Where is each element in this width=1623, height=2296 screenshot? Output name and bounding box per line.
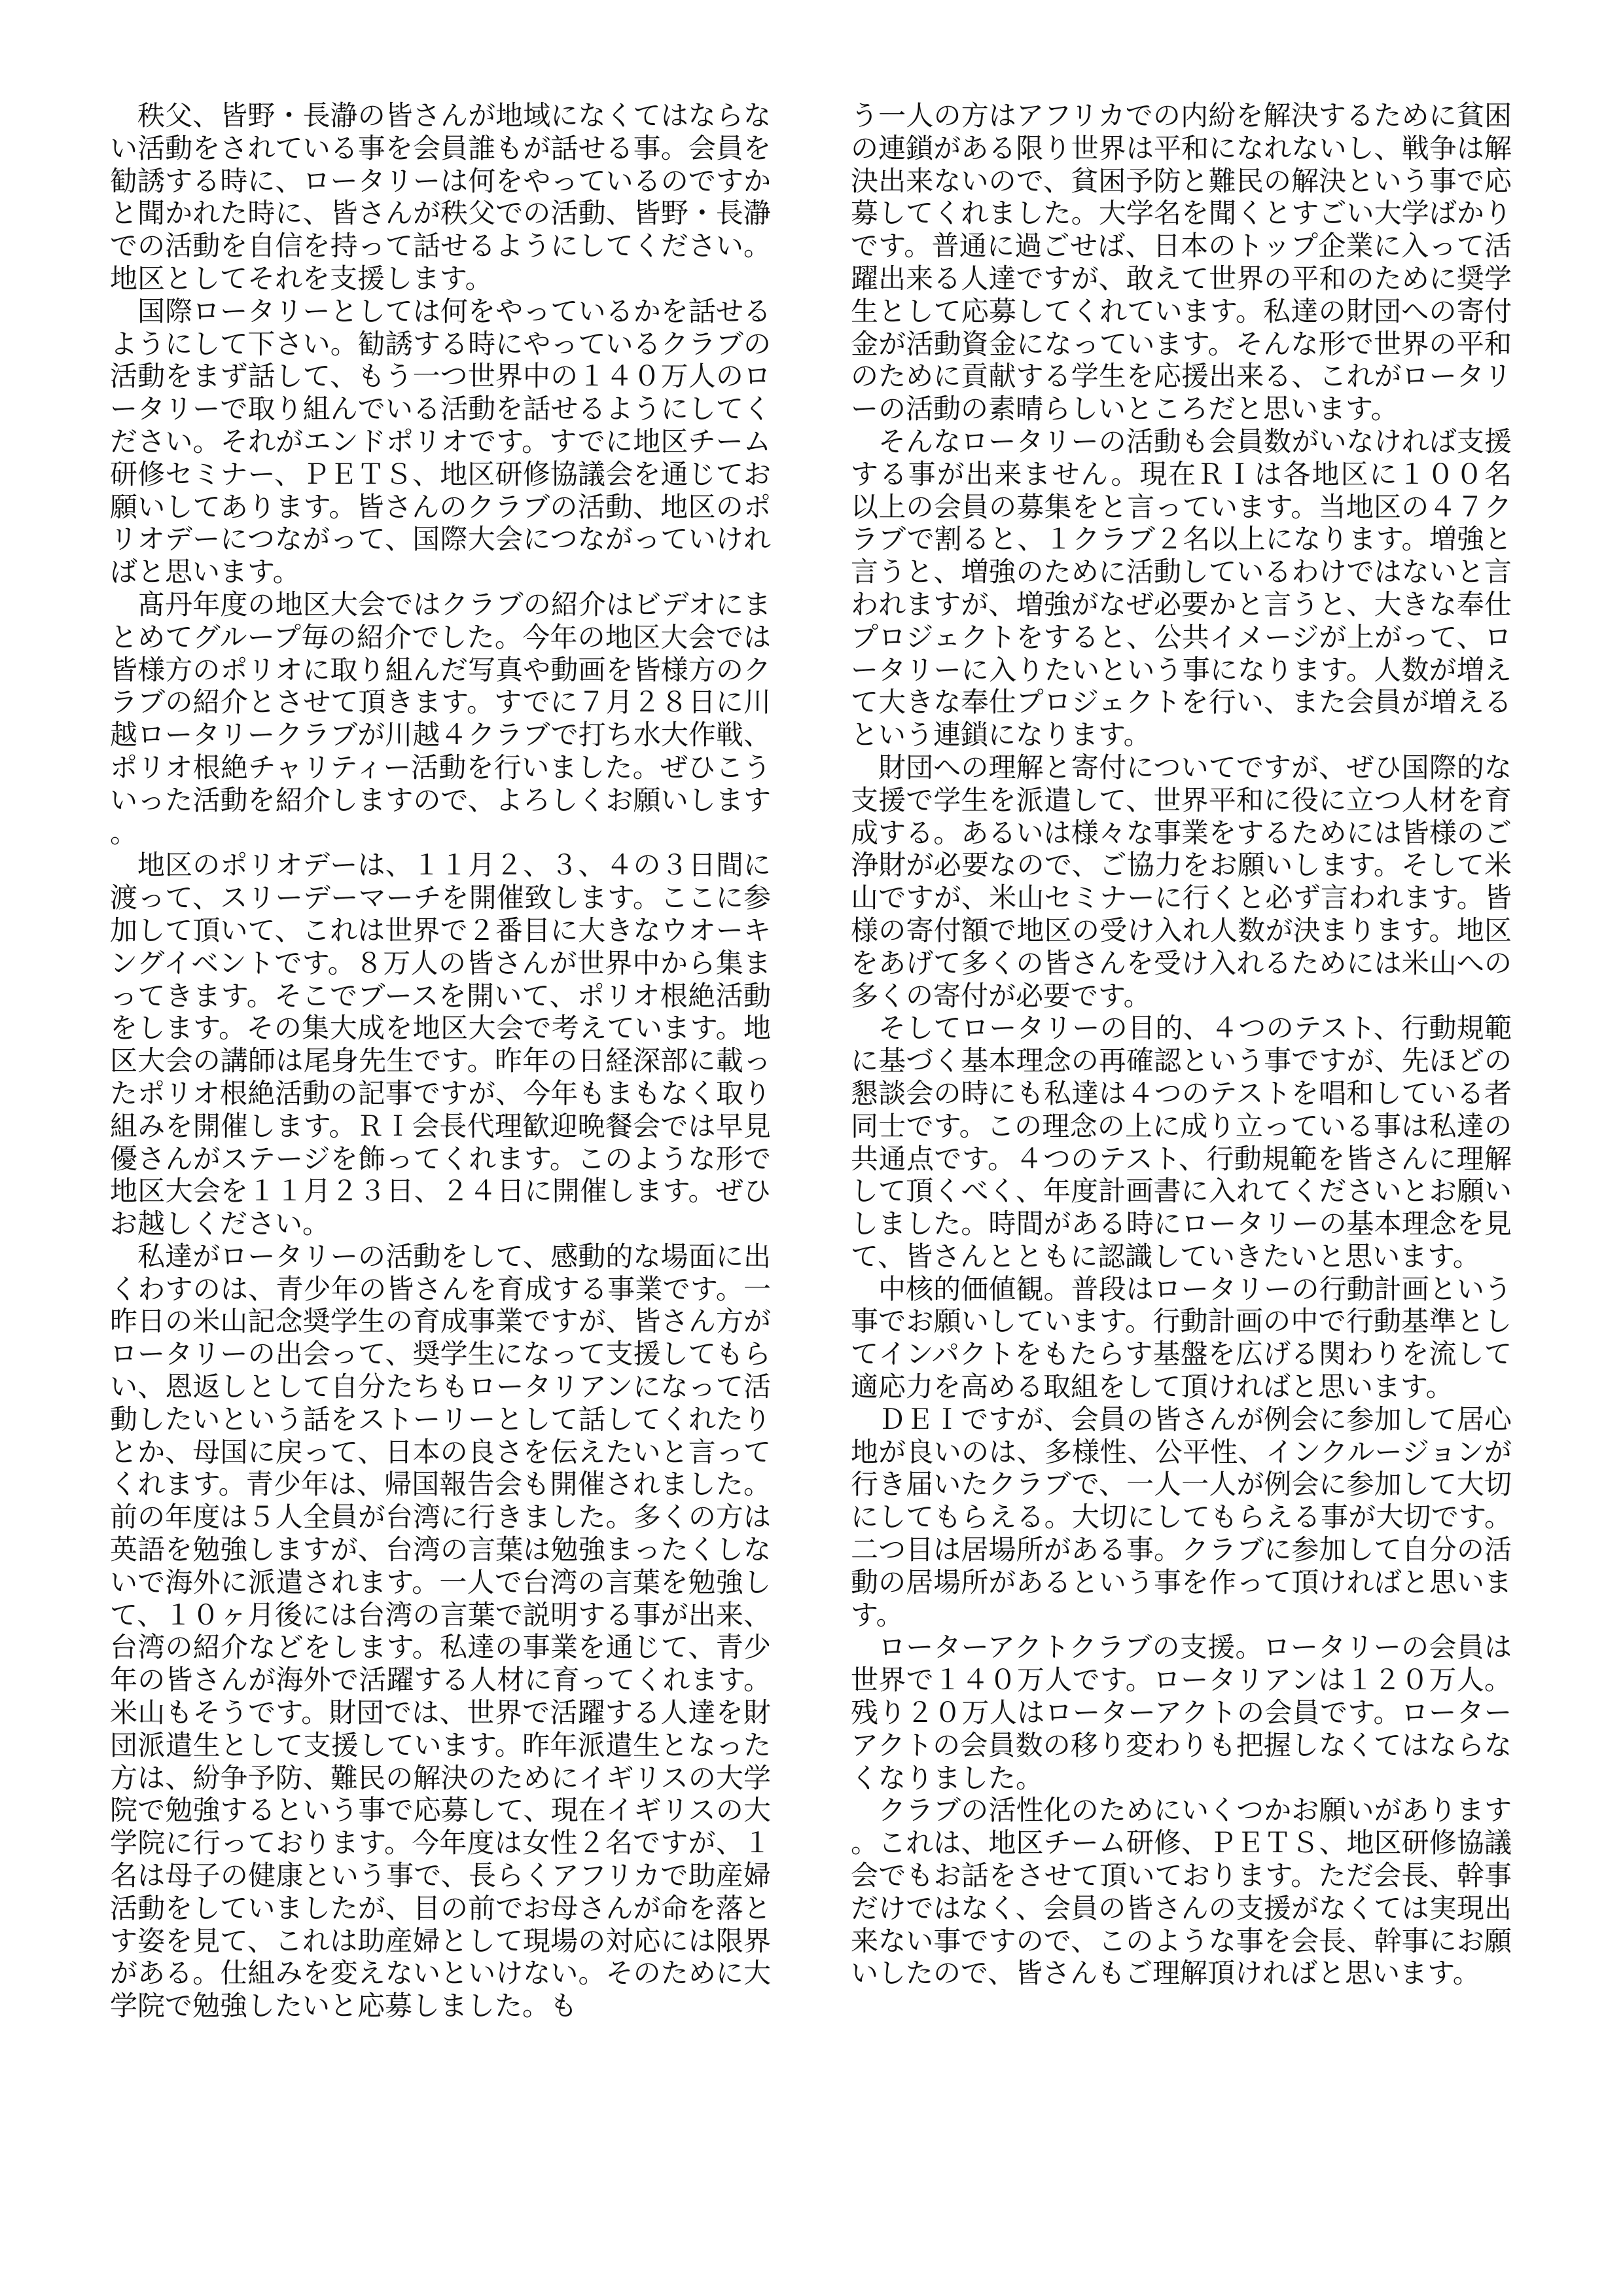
left-column bbox=[110, 99, 771, 2259]
paragraph-core-values: 中核的価値観。普段はロータリーの行動計画という事でお願いしています。行動計画の中で行動基準としてインパクトをもたらす基盤を広げる関わりを流して適応力を高める取組をして頂ければと思います。 bbox=[851, 1272, 1512, 1403]
paragraph-foundation-donations: 財団への理解と寄付についてですが、ぜひ国際的な支援で学生を派遣して、世界平和に役に立つ人材を育成する。あるいは様々な事業をするためには皆様のご浄財が必要なので、ご協力をお願いします。そして米山ですが、米山セミナーに行くと必ず言われます。皆様の寄付額で地区の受け入れ人数が決まります。地区をあげて多くの皆さんを受け入れるためには米山への多くの寄付が必要です。 bbox=[851, 751, 1512, 1012]
paragraph-four-way-test: そしてロータリーの目的、４つのテスト、行動規範に基づく基本理念の再確認という事ですが、先ほどの懇談会の時にも私達は４つのテストを唱和している者同士です。この理念の上に成り立っている事は私達の共通点です。４つのテスト、行動規範を皆さんに理解して頂くべく、年度計画書に入れてくださいとお願いしました。時間がある時にロータリーの基本理念を見て、皆さんとともに認識していきたいと思います。 bbox=[851, 1012, 1512, 1272]
paragraph-scholar-continuation: う一人の方はアフリカでの内紛を解決するために貧困の連鎖がある限り世界は平和になれないし、戦争は解決出来ないので、貧困予防と難民の解決という事で応募してくれました。大学名を聞くとすごい大学ばかりです。普通に過ごせば、日本のトップ企業に入って活躍出来る人達ですが、敢えて世界の平和のために奨学生として応募してくれています。私達の財団への寄付金が活動資金になっています。そんな形で世界の平和のために貢献する学生を応援出来る、これがロータリーの活動の素晴らしいところだと思います。 bbox=[851, 99, 1512, 425]
paragraph-dei: ＤＥＩですが、会員の皆さんが例会に参加して居心地が良いのは、多様性、公平性、インクルージョンが行き届いたクラブで、一人一人が例会に参加して大切にしてもらえる。大切にしてもらえる事が大切です。二つ目は居場所がある事。クラブに参加して自分の活動の居場所があるという事を作って頂ければと思います。 bbox=[851, 1403, 1512, 1631]
right-column bbox=[851, 99, 1512, 2259]
paragraph-district-conference-video: 髙丹年度の地区大会ではクラブの紹介はビデオにまとめてグループ毎の紹介でした。今年の地区大会では皆様方のポリオに取り組んだ写真や動画を皆様方のクラブの紹介とさせて頂きます。すでに７月２８日に川越ロータリークラブが川越４クラブで打ち水大作戦、ポリオ根絶チャリティー活動を行いました。ぜひこういった活動を紹介しますので、よろしくお願いします。 bbox=[110, 588, 771, 849]
paragraph-rotaract-support: ローターアクトクラブの支援。ロータリーの会員は世界で１４０万人です。ロータリアンは１２０万人。残り２０万人はローターアクトの会員です。ローターアクトの会員数の移り変わりも把握しなくてはならなくなりました。 bbox=[851, 1631, 1512, 1794]
paragraph-chichibu-activities: 秩父、皆野・長瀞の皆さんが地域になくてはならない活動をされている事を会員誰もが話せる事。会員を勧誘する時に、ロータリーは何をやっているのですかと聞かれた時に、皆さんが秩父での活動、皆野・長瀞での活動を自信を持って話せるようにしてください。地区としてそれを支援します。 bbox=[110, 99, 771, 295]
paragraph-polio-day: 地区のポリオデーは、１１月２、３、４の３日間に渡って、スリーデーマーチを開催致します。ここに参加して頂いて、これは世界で２番目に大きなウオーキングイベントです。８万人の皆さんが世界中から集まってきます。そこでブースを開いて、ポリオ根絶活動をします。その集大成を地区大会で考えています。地区大会の講師は尾身先生です。昨年の日経深部に載ったポリオ根絶活動の記事ですが、今年もまもなく取り組みを開催します。ＲＩ会長代理歓迎晩餐会では早見優さんがステージを飾ってくれます。このような形で地区大会を１１月２３日、２４日に開催します。ぜひお越しください。 bbox=[110, 849, 771, 1240]
paragraph-club-revitalization: クラブの活性化のためにいくつかお願いがあります。これは、地区チーム研修、ＰＥＴＳ、地区研修協議会でもお話をさせて頂いております。ただ会長、幹事だけではなく、会員の皆さんの支援がなくては実現出来ない事ですので、このような事を会長、幹事にお願いしたので、皆さんもご理解頂ければと思います。 bbox=[851, 1794, 1512, 1990]
paragraph-international-rotary: 国際ロータリーとしては何をやっているかを話せるようにして下さい。勧誘する時にやっているクラブの活動をまず話して、もう一つ世界中の１４０万人のロータリーで取り組んでいる活動を話せるようにしてください。それがエンドポリオです。すでに地区チーム研修セミナー、ＰＥＴＳ、地区研修協議会を通じてお願いしてあります。皆さんのクラブの活動、地区のポリオデーにつながって、国際大会につながっていければと思います。 bbox=[110, 295, 771, 588]
paragraph-membership-growth: そんなロータリーの活動も会員数がいなければ支援する事が出来ません。現在ＲＩは各地区に１００名以上の会員の募集をと言っています。当地区の４７クラブで割ると、１クラブ２名以上になります。増強と言うと、増強のために活動しているわけではないと言われますが、増強がなぜ必要かと言うと、大きな奉仕プロジェクトをすると、公共イメージが上がって、ロータリーに入りたいという事になります。人数が増えて大きな奉仕プロジェクトを行い、また会員が増えるという連鎖になります。 bbox=[851, 425, 1512, 751]
paragraph-youth-development: 私達がロータリーの活動をして、感動的な場面に出くわすのは、青少年の皆さんを育成する事業です。一昨日の米山記念奨学生の育成事業ですが、皆さん方がロータリーの出会って、奨学生になって支援してもらい、恩返しとして自分たちもロータリアンになって活動したいという話をストーリーとして話してくれたりとか、母国に戻って、日本の良さを伝えたいと言ってくれます。青少年は、帰国報告会も開催されました。前の年度は５人全員が台湾に行きました。多くの方は英語を勉強しますが、台湾の言葉は勉強まったくしないで海外に派遣されます。一人で台湾の言葉を勉強して、１０ヶ月後には台湾の言葉で説明する事が出来、台湾の紹介などをします。私達の事業を通じて、青少年の皆さんが海外で活躍する人材に育ってくれます。米山もそうです。財団では、世界で活躍する人達を財団派遣生として支援しています。昨年派遣生となった方は、紛争予防、難民の解決のためにイギリスの大学院で勉強するという事で応募して、現在イギリスの大学院に行っております。今年度は女性２名ですが、１名は母子の健康という事で、長らくアフリカで助産婦活動をしていましたが、目の前でお母さんが命を落とす姿を見て、これは助産婦として現場の対応には限界がある。仕組みを変えないといけない。そのために大学院で勉強したいと応募しました。も bbox=[110, 1240, 771, 2022]
